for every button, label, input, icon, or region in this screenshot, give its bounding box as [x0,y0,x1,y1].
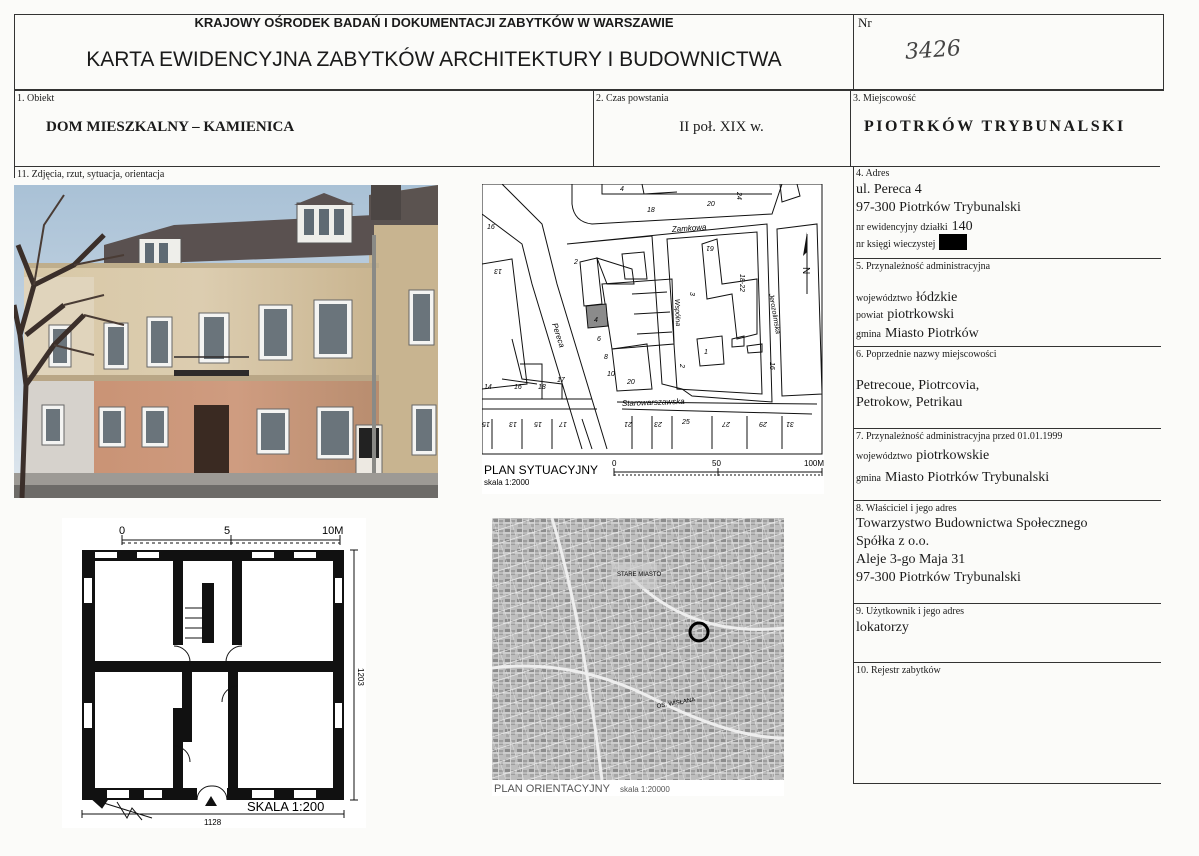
site-number: 6 [597,336,601,343]
highlighted-parcel [586,304,608,328]
floor-dim-v: 1203 [356,668,365,686]
site-number: 15 [534,420,542,427]
institution-name: KRAJOWY OŚRODEK BADAŃ I DOKUMENTACJI ZABYTKÓW W WARSZAWIE [194,15,674,30]
site-number: 15 [482,420,490,427]
powiat-row [856,305,954,323]
dzialka-label: nr ewidencyjny działki [856,222,948,233]
site-number: 21 [624,420,632,427]
site-number: 27 [722,420,730,427]
floor-dim-h: 1128 [204,818,222,827]
site-number: 25 [682,419,690,426]
woj-label: województwo [856,293,913,304]
site-number: 4 [620,186,624,193]
site-scale-50: 50 [712,459,721,468]
uzytkownik-label: 9. Użytkownik i jego adres [856,606,965,617]
gmina-label: gmina [856,329,881,340]
wlasciciel-line2: Spółka z o.o. [856,534,930,549]
site-number: 17 [557,377,565,384]
miejscowosc-value: PIOTRKÓW TRYBUNALSKI [864,118,1126,135]
dzialka-value: 140 [951,219,973,234]
street-pereca: Pereca [550,321,567,349]
floor-plan [62,518,366,828]
czas-label: 2. Czas powstania [596,93,669,104]
wlasciciel-line4: 97-300 Piotrków Trybunalski [856,570,1021,585]
site-number: 16 [768,362,775,370]
site-number: 1 [704,349,708,356]
site-number: 18-22 [738,274,745,292]
orientation-map-title: PLAN ORIENTACYJNY [494,783,610,795]
gmina-row [856,324,979,342]
site-number: 2 [574,259,578,266]
svg-text:N: N [800,267,811,275]
poprzednie-line2: Petrokow, Petrikau [856,395,963,410]
site-number: 3 [688,292,695,296]
site-number: 20 [627,379,635,386]
przynaleznosc-label: 5. Przynależność administracyjna [856,261,991,272]
miejscowosc-label: 3. Miejscowość [853,93,916,104]
uzytkownik-value: lokatorzy [856,620,909,635]
gmina-value: Miasto Piotrków [885,326,979,341]
floor-scale-0: 0 [119,525,126,537]
ksiega-label: nr księgi wieczystej [856,239,936,250]
przed1999-woj-value: piotrkowskie [916,448,990,463]
site-scale-0: 0 [612,459,617,468]
adres-label: 4. Adres [856,168,890,179]
site-number: 16 [487,224,495,231]
obiekt-value: DOM MIESZKALNY – KAMIENICA [46,119,295,135]
orientation-map-scale: skala 1:20000 [620,785,670,794]
site-number: 17 [559,420,567,427]
site-number: 20 [707,201,715,208]
site-number: 8 [604,354,608,361]
site-number: 18 [647,207,655,214]
site-number: 4 [594,317,598,324]
building-photo [14,185,438,498]
site-number: 14 [484,384,492,391]
wlasciciel-line1: Towarzystwo Budownictwa Społecznego [856,516,1088,531]
site-scale-100: 100M [804,459,824,468]
floor-scale-5: 5 [224,525,231,537]
przed1999-gmina-label: gmina [856,473,881,484]
site-plan-scale: skala 1:2000 [484,478,530,487]
street-starowarszawska: Starowarszawska [621,396,685,408]
przed1999-label: 7. Przynależność administracyjna przed 01.01.1999 [856,431,1063,442]
przed1999-woj-row [856,446,989,464]
site-number: 10 [607,371,615,378]
orientation-map [492,518,784,796]
street-zamkowa: Zamkowa [671,222,707,234]
dzialka-row [856,217,973,235]
przed1999-woj-label: województwo [856,451,913,462]
ksiega-redaction [939,234,967,250]
poprzednie-line1: Petrecoue, Piotrcovia, [856,378,980,393]
site-plan-title: PLAN SYTUACYJNY [484,463,599,477]
site-number: 16 [514,384,522,391]
card-title: KARTA EWIDENCYJNA ZABYTKÓW ARCHITEKTURY I BUDOWNICTWA [86,48,782,71]
woj-value: łódzkie [916,290,958,305]
nr-value-handwritten: 3426 [904,36,962,65]
ksiega-row [856,234,967,252]
obiekt-label: 1. Obiekt [17,93,55,104]
przed1999-gmina-row [856,468,1049,486]
wlasciciel-line3: Aleje 3-go Maja 31 [856,552,966,567]
site-number: 24 [735,192,742,200]
powiat-label: powiat [856,310,884,321]
street-wspolna: Wspólna [673,298,681,327]
wlasciciel-label: 8. Właściciel i jego adres [856,503,957,514]
poprzednie-label: 6. Poprzednie nazwy miejscowości [856,349,997,360]
street-jerozolimska: Jerozolimska [767,293,782,335]
woj-row [856,288,957,306]
site-number: 2 [678,364,685,368]
przed1999-gmina-value: Miasto Piotrków Trybunalski [885,470,1050,485]
row-top-line [14,90,1164,91]
adres-city: 97-300 Piotrków Trybunalski [856,200,1021,215]
site-number: 18 [538,384,546,391]
map-label-stare-miasto: STARE MIASTO [617,572,662,578]
rejestr-label: 10. Rejestr zabytków [856,665,941,676]
site-number: 29 [759,420,767,427]
site-number: 13 [509,420,517,427]
floor-scale-10: 10M [322,525,344,537]
site-number: 13 [494,267,502,274]
zdjecia-label: 11. Zdjęcia, rzut, sytuacja, orientacja [17,169,165,180]
powiat-value: piotrkowski [887,307,955,322]
site-number: 31 [786,420,794,427]
floor-skala: SKALA 1:200 [247,799,325,814]
map-label-os-wislana: OS. WISŁANA [656,697,696,710]
czas-value: II poł. XIX w. [679,119,764,135]
site-number: 61 [706,244,714,251]
site-number: 23 [654,420,662,427]
nr-label: Nr [858,15,872,30]
adres-street: ul. Pereca 4 [856,182,922,197]
site-plan [482,184,824,494]
